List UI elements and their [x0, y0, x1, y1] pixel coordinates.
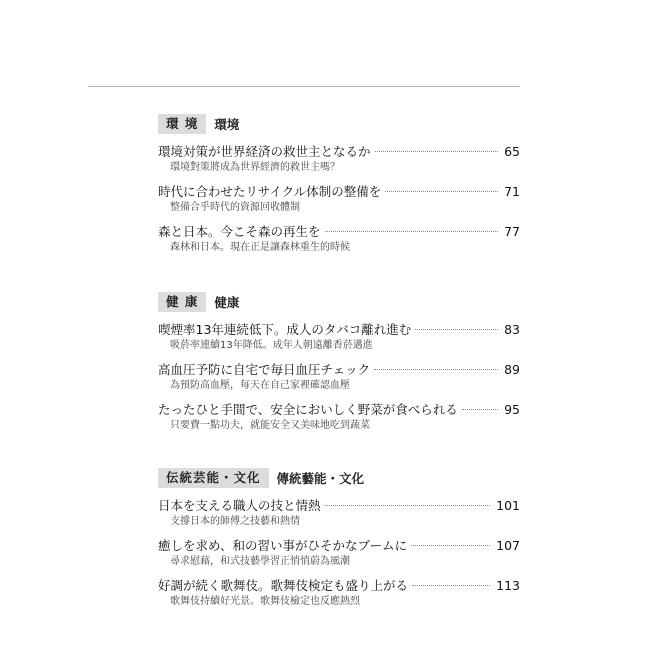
section-tag: 伝統芸能・文化 [158, 468, 269, 488]
dot-leader [325, 231, 499, 232]
page-number: 89 [504, 362, 520, 377]
entry-title: 喫煙率13年連続低下。成人のタバコ離れ進む [158, 322, 412, 337]
entry-title: 時代に合わせたリサイクル体制の整備を [158, 184, 382, 199]
entry-subtitle: 只要費一點功夫，就能安全又美味地吃到蔬菜 [170, 420, 370, 431]
section-tag: 環 境 [158, 114, 206, 134]
dot-leader [412, 585, 490, 586]
entry-subtitle: 支撐日本的師傅之技藝和熱情 [170, 516, 300, 527]
page-number: 71 [504, 184, 520, 199]
entry-subtitle: 整備合乎時代的資源回收體制 [170, 202, 300, 213]
section-title: 傳統藝能・文化 [276, 471, 365, 486]
entry-title: たったひと手間で、安全においしく野菜が食べられる [158, 402, 458, 417]
entry-title: 環境対策が世界経済の救世主となるか [158, 144, 371, 159]
entry-subtitle: 歌舞伎持續好光景。歌舞伎檢定也反應熱烈 [170, 596, 360, 607]
page-number: 113 [496, 578, 520, 593]
toc-entry[interactable] [158, 182, 520, 216]
entry-title: 好調が続く歌舞伎。歌舞伎検定も盛り上がる [158, 578, 409, 593]
entry-title: 森と日本。今こそ森の再生を [158, 224, 321, 239]
toc-section-health [158, 292, 520, 440]
page-number: 83 [504, 322, 520, 337]
page-number: 107 [496, 538, 520, 553]
page-number: 95 [504, 402, 520, 417]
toc-entry[interactable] [158, 142, 520, 176]
toc-section-environment [158, 114, 520, 262]
dot-leader [374, 369, 498, 370]
toc-entry[interactable] [158, 400, 520, 434]
dot-leader [375, 151, 499, 152]
section-tag: 健 康 [158, 292, 206, 312]
entry-subtitle: 吸菸率連續13年降低。成年人朝遠離香菸邁進 [170, 340, 373, 351]
dot-leader [385, 191, 498, 192]
toc-entry[interactable] [158, 496, 520, 530]
section-header [158, 114, 520, 134]
entry-subtitle: 為預防高血壓，每天在自己家裡確認血壓 [170, 380, 350, 391]
entry-subtitle: 森林和日本。現在正是讓森林重生的時候 [170, 242, 350, 253]
toc-section-traditional-arts [158, 468, 520, 616]
section-title: 健康 [214, 295, 240, 310]
page-number: 101 [496, 498, 520, 513]
section-title: 環境 [214, 117, 240, 132]
entry-title: 高血圧予防に自宅で毎日血圧チェック [158, 362, 371, 377]
toc-entry[interactable] [158, 320, 520, 354]
section-header [158, 468, 520, 488]
dot-leader [415, 329, 498, 330]
entry-subtitle: 環境對策將成為世界經濟的救世主嗎？ [170, 162, 340, 173]
toc-entry[interactable] [158, 222, 520, 256]
entry-title: 日本を支える職人の技と情熱 [158, 498, 321, 513]
toc-entry[interactable] [158, 576, 520, 610]
section-header [158, 292, 520, 312]
top-divider [88, 86, 520, 87]
dot-leader [325, 505, 491, 506]
page-number: 77 [504, 224, 520, 239]
dot-leader [411, 545, 490, 546]
entry-subtitle: 尋求慰藉，和式技藝學習正悄悄蔚為風潮 [170, 556, 350, 567]
toc-entry[interactable] [158, 536, 520, 570]
page-number: 65 [504, 144, 520, 159]
toc-entry[interactable] [158, 360, 520, 394]
entry-title: 癒しを求め、和の習い事がひそかなブームに [158, 538, 408, 553]
dot-leader [462, 409, 498, 410]
